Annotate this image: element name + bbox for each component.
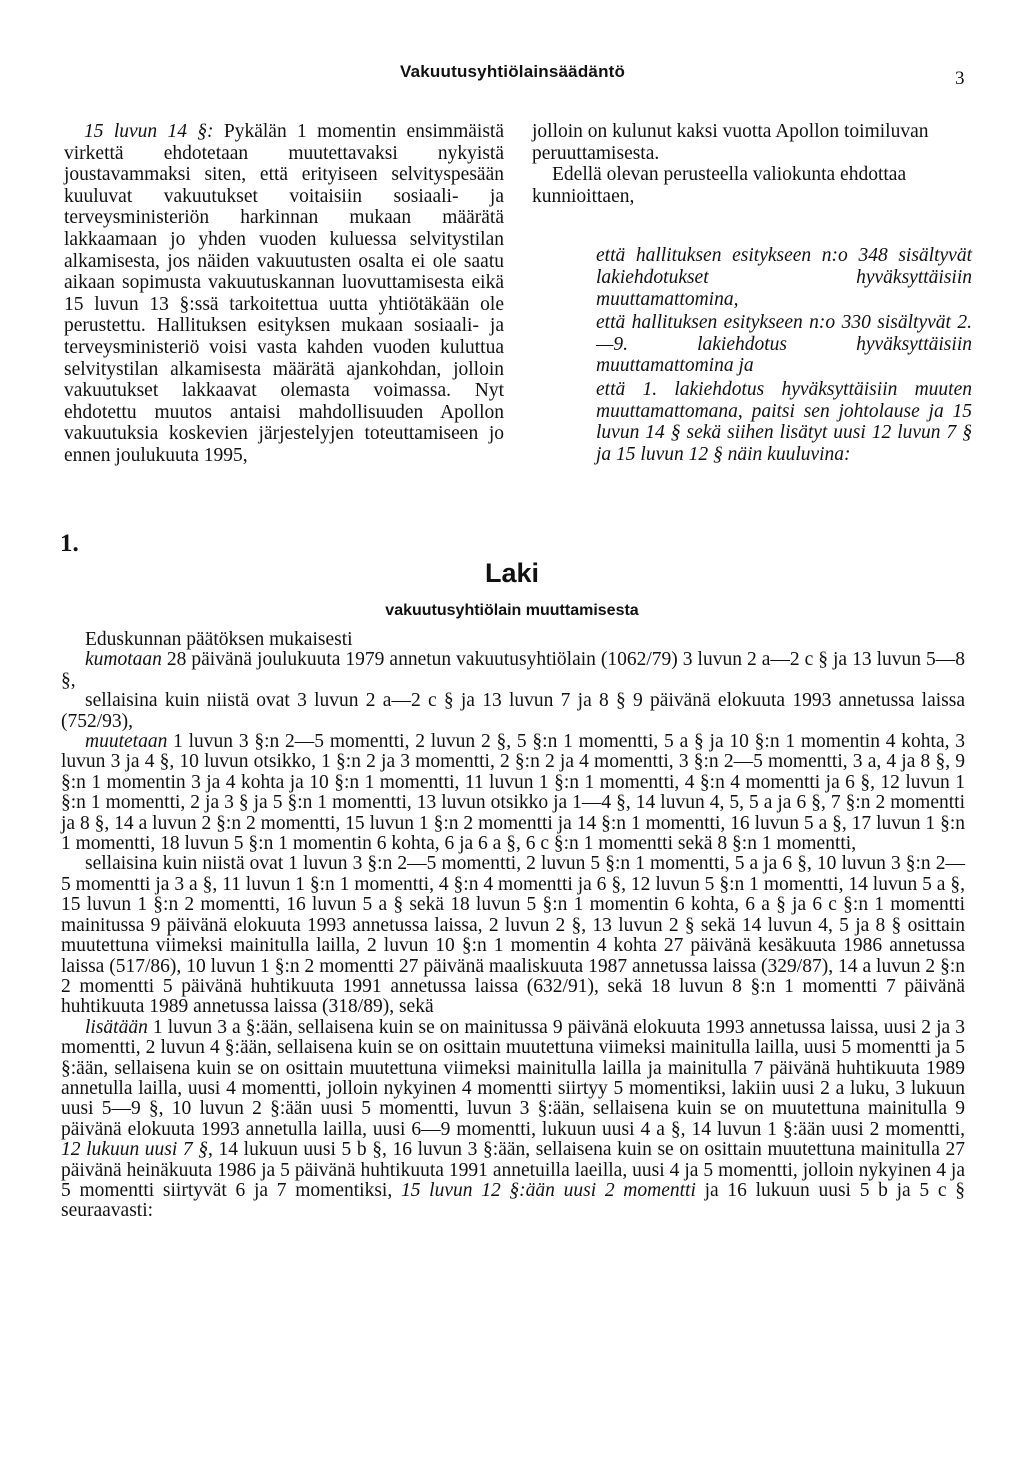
keyword-amend: muutetaan [85, 731, 168, 753]
law-text: 1 luvun 3 a §:ään, sellaisena kuin se on mainitussa 9 päivänä elokuuta 1993 annetussa laissa, uusi 2 ja 3 momentti, 2 luvun 4 §:ään, sellaisena kuin se on osittain muutettuna viimeksi mainitulla laillа, uusi 5 momentti ja 5 §:ään, sellaisena kuin se on osittain muutettuna viimeksi mainitulla laillа ja mainitulla 7 päivänä huhtikuuta 1989 annetulla laillа, uusi 4 momentti, jolloin nykyinen 4 momentti siirtyy 5 momentiksi, lakiin uusi 2 a luku, 3 lukuun uusi 5—9 §, 10 luvun 2 §:ään uusi 5 momentti, luvun 3 §:ään, sellaisena kuin se on muutettuna mainitulla 9 päivänä elokuuta 1993 annetulla laillа, uusi 6—9 momentti, lukuun uusi 4 a §, 14 luvun 1 §:ään uusi 2 momentti, [61, 1016, 966, 1140]
law-title: Laki [484, 558, 540, 588]
right-column [532, 121, 972, 467]
continuation-paragraph: jolloin on kulunut kaksi vuotta Apollon toimiluvan peruuttamisesta. [532, 121, 929, 164]
law-body [61, 630, 965, 1222]
law-paragraph-amend [61, 732, 965, 854]
proposal-intro: Edellä olevan perusteella valiokunta ehdottaa kunnioittaen, [532, 164, 907, 207]
keyword-add: lisätään [85, 1016, 148, 1038]
law-text: ja 16 lukuun uusi 5 b ja 5 c § seuraavasti: [61, 1179, 965, 1222]
commentary-paragraph [64, 121, 504, 467]
law-paragraph-repeal [61, 650, 965, 691]
law-text-emphasis: 12 lukuun uusi 7 § [61, 1139, 209, 1161]
enactment-clause: Eduskunnan päätöksen mukaisesti [85, 629, 353, 650]
law-text: 28 päivänä joulukuuta 1979 annetun vakuutusyhtiölain (1062/79) 3 luvun 2 a—2 c § ja 13 luvun 5—8 §, [61, 649, 965, 691]
law-text: 1 luvun 3 §:n 2—5 momentti, 2 luvun 2 §, 5 §:n 1 momentti, 5 a § ja 10 §:n 1 momentin 4 kohta, 3 luvun 3 ja 4 §, 10 luvun otsikko, 1 §:n 2 ja 3 momentti, 2 §:n 2 ja 4 momentti, 3 §:n 2—5 momentti, 3 a, 4 ja 8 §, 9 §:n 1 momentin 3 ja 4 kohta ja 10 §:n 1 momentti, 11 luvun 1 §:n 1 momentti, 4 §:n 4 momentti ja 6 §, 12 luvun 1 §:n 1 momentti, 2 ja 3 § ja 5 §:n 1 momentti, 13 luvun otsikko ja 1—4 §, 14 luvun 4, 5, 5 a ja 6 §, 7 §:n 2 momentti ja 8 §, 14 a luvun 2 §:n 2 momentti, 15 luvun 1 §:n 2 momentti ja 14 §:n 1 momentti, 16 luvun 5 a §, 17 luvun 1 §:n 1 momentti, 18 luvun 5 §:n 1 momentin 6 kohta, 6 ja 6 a §, 6 c §:n 1 momentti sekä 8 §:n 1 momentti, [61, 731, 965, 855]
section-reference: 15 luvun 14 §: [84, 121, 214, 142]
page-header [0, 62, 1024, 92]
page-number: 3 [955, 68, 965, 89]
proposal-item: että hallituksen esitykseen n:o 330 sisältyvät 2.—9. lakiehdotus hyväksyttäisiin muuttamattomina ja [596, 312, 972, 377]
law-paragraph-add [61, 1018, 965, 1222]
commentary-text: Pykälän 1 momentin ensimmäistä virkettä ehdotetaan muutettavaksi nykyistä joustavammaksi siten, että erityiseen selvityspesään kuuluvat vakuutukset voitaisiin sosiaali- ja terveysministeriön harkinnan mukaan määrätä lakkaamaan jo yhden vuoden kuluessa selvitystilan alkamisesta, jos näiden vakuutusten osalta ei ole saatu aikaan sopimusta vakuutuskannan luovuttamisesta eikä 15 luvun 13 §:ssä tarkoitettua uutta yhtiötäkään ole perustettu. Hallituksen esityksen mukaan sosiaali- ja terveysministeriö voisi vasta kahden vuoden kuluttua selvitystilan alkamisesta määrätä ajankohdan, jolloin vakuutukset lakkaavat olemasta voimassa. Nyt ehdotettu muutos antaisi mahdollisuuden Apollon vakuutuksia koskevien järjestelyjen toteuttamiseen jo ennen joulukuuta 1995, [64, 121, 504, 466]
left-column [64, 121, 504, 467]
law-text: , 14 lukuun uusi 5 b §, 16 luvun 3 §:ään, sellaisena kuin se on osittain muutettuna mainitulla 27 päivänä heinäkuuta 1986 ja 5 päivänä huhtikuuta 1991 annetuilla laeilla, uusi 4 ja 5 momentti, jolloin nykyinen 4 ja 5 momentti siirtyvät 6 ja 7 momentiksi, [61, 1139, 965, 1201]
running-title: Vakuutusyhtiölainsäädäntö [400, 62, 626, 81]
law-paragraph: sellaisina kuin niistä ovat 3 luvun 2 a—2 c § ja 13 luvun 7 ja 8 § 9 päivänä elokuuta 1993 annetussa laissa (752/93), [61, 690, 965, 732]
proposal-list [532, 245, 972, 465]
law-subtitle: vakuutusyhtiölain muuttamisesta [385, 602, 639, 619]
section-number: 1. [60, 530, 79, 557]
law-text-emphasis: 15 luvun 12 §:ään uusi 2 momentti [400, 1179, 696, 1201]
law-paragraph: sellaisina kuin niistä ovat 1 luvun 3 §:n 2—5 momentti, 2 luvun 5 §:n 1 momentti, 5 a ja 6 §, 10 luvun 3 §:n 2—5 momentti ja 3 a §, 11 luvun 1 §:n 1 momentti, 4 §:n 4 momentti ja 6 §, 12 luvun 5 §:n 1 momentti, 14 luvun 5 a §, 15 luvun 1 §:n 2 momentti, 16 luvun 5 a § sekä 18 luvun 5 §:n 1 momentin 6 kohta, 6 a § ja 6 c §:n 1 momentti mainitussa 9 päivänä elokuuta 1993 annetussa laissa, 2 luvun 2 §, 13 luvun 2 § sekä 14 luvun 4, 5 ja 8 § osittain muutettuna viimeksi mainitulla laillа, 2 luvun 10 §:n 1 momentin 4 kohta 27 päivänä kesäkuuta 1986 annetussa laissa (517/86), 10 luvun 1 §:n 2 momentti 27 päivänä maaliskuuta 1987 annetussa laissa (329/87), 14 a luvun 2 §:n 2 momentti 5 päivänä huhtikuuta 1991 annetussa laissa (632/91), sekä 18 luvun 8 §:n 1 momentti 7 päivänä huhtikuuta 1989 annetussa laissa (318/89), sekä [61, 853, 965, 1018]
keyword-repeal: kumotaan [85, 649, 162, 671]
proposal-item: että 1. lakiehdotus hyväksyttäisiin muuten muuttamattomana, paitsi sen johtolause ja 15 luvun 14 § sekä siihen lisätyt uusi 12 luvun 7 § ja 15 luvun 12 § näin kuuluvina: [596, 378, 972, 465]
proposal-item: että hallituksen esitykseen n:o 348 sisältyvät lakiehdotukset hyväksyttäisiin muuttamattomina, [596, 245, 972, 310]
